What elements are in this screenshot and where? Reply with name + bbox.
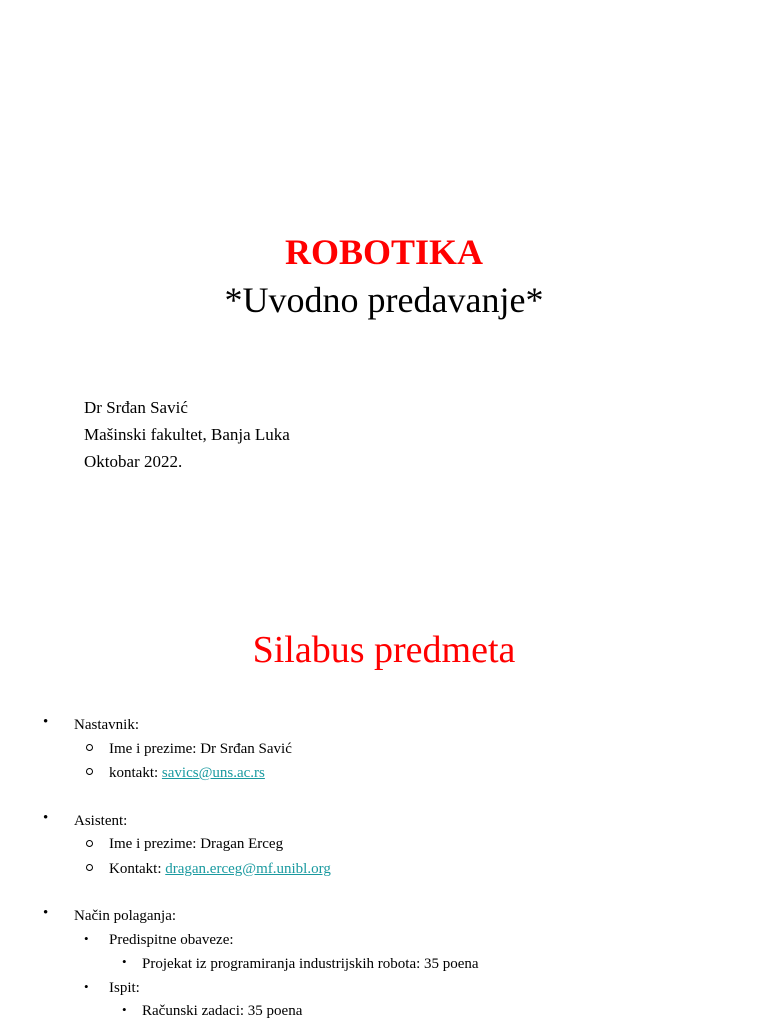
ispit-label: Ispit: bbox=[109, 980, 140, 996]
predispitne-item: Projekat iz programiranja industrijskih robota: 35 poena bbox=[142, 956, 479, 972]
syllabus-heading: Silabus predmeta bbox=[252, 629, 516, 671]
nastavnik-contact bbox=[109, 763, 265, 783]
bullet-dot-icon: • bbox=[122, 954, 127, 969]
author-name: Dr Srđan Savić bbox=[84, 398, 188, 417]
nastavnik-label: Nastavnik: bbox=[74, 717, 139, 733]
nastavnik-contact-label: kontakt: bbox=[109, 765, 162, 781]
bullet-dot-icon: • bbox=[122, 1002, 127, 1017]
bullet-dot-icon: • bbox=[43, 905, 49, 921]
asistent-email-link[interactable]: dragan.erceg@mf.unibl.org bbox=[165, 861, 331, 877]
polaganje-label: Način polaganja: bbox=[74, 908, 177, 924]
asistent-label: Asistent: bbox=[74, 813, 128, 829]
bullet-dot-icon: • bbox=[43, 810, 49, 826]
circle-bullet-icon bbox=[86, 840, 93, 847]
asistent-name: Ime i prezime: Dragan Erceg bbox=[109, 836, 284, 852]
presentation-date: Oktobar 2022. bbox=[84, 452, 183, 471]
predispitne-label: Predispitne obaveze: bbox=[109, 932, 234, 948]
circle-bullet-icon bbox=[86, 744, 93, 751]
circle-bullet-icon bbox=[86, 864, 93, 871]
slide-subtitle: *Uvodno predavanje* bbox=[224, 280, 544, 320]
bullet-dot-icon: • bbox=[43, 714, 49, 730]
author-institution: Mašinski fakultet, Banja Luka bbox=[84, 425, 290, 444]
asistent-contact-label: Kontakt: bbox=[109, 861, 166, 877]
circle-bullet-icon bbox=[86, 768, 93, 775]
slide-title: ROBOTIKA bbox=[284, 232, 484, 272]
nastavnik-email-link[interactable]: savics@uns.ac.rs bbox=[161, 765, 265, 781]
nastavnik-name: Ime i prezime: Dr Srđan Savić bbox=[109, 741, 292, 757]
bullet-dot-icon: • bbox=[84, 979, 89, 994]
asistent-contact bbox=[109, 859, 331, 879]
bullet-dot-icon: • bbox=[84, 931, 89, 946]
ispit-item: Računski zadaci: 35 poena bbox=[142, 1003, 303, 1019]
